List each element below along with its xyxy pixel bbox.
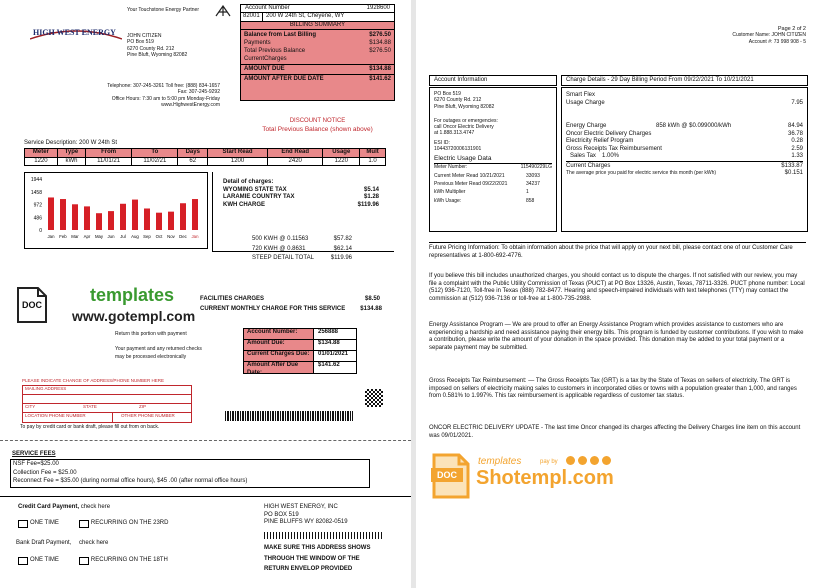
charge-line-label: Electricity Relief Program [566, 138, 634, 144]
stub-note-line: may be processed electronically [115, 354, 187, 361]
stub-label: Amount After Due Date: [244, 362, 314, 373]
partner-tagline: Your Touchstone Energy Partner [127, 7, 199, 13]
service-value: 200 W 24th St [79, 140, 118, 146]
facilities-label: FACILITIES CHARGES [200, 296, 265, 302]
summary-label: AMOUNT DUE [244, 66, 285, 72]
service-label: Service Description: [24, 140, 78, 146]
usage-bar [132, 200, 138, 230]
remit-line: PINE BLUFFS WY 82082-0519 [264, 519, 348, 525]
charge-item [223, 202, 394, 210]
service-description [24, 140, 117, 148]
service-fee-line: Reconnect Fee = $35.00 (during normal office hours), $45 .00 (after normal office hours) [13, 478, 248, 484]
fees-divider [0, 496, 411, 497]
watermark-templates: templates [90, 285, 175, 305]
meter-cell: 1220 [25, 157, 58, 166]
usage-bar [48, 197, 54, 230]
customer-name: Customer Name: JOHN CITIZEN [732, 32, 806, 39]
stub-row [244, 340, 356, 351]
summary-row [241, 64, 394, 74]
meter-cell: 11/02/21 [132, 157, 178, 166]
charge-line-value: 1.33 [791, 153, 803, 159]
charge-value: $5.14 [363, 186, 379, 193]
credit-card-option [18, 504, 110, 512]
kwh-label: 500 KWH @ 0.11563 [252, 236, 309, 242]
charge-line [566, 123, 803, 131]
meter-table [24, 148, 386, 166]
summary-label: CurrentCharges [244, 56, 287, 62]
monthly-label: CURRENT MONTHLY CHARGE FOR THIS SERVICE [200, 305, 346, 312]
cc-one-time-checkbox[interactable] [18, 520, 28, 528]
usage-bar [60, 199, 66, 230]
zip-field[interactable]: ZIP [139, 403, 147, 409]
stub-value: $141.62 [314, 362, 356, 373]
meter-cell: 62 [178, 157, 208, 166]
meter-header: Type [57, 149, 85, 158]
address-change-fields[interactable] [22, 385, 192, 423]
plan-name: Smart Flex [566, 92, 596, 98]
contact-info [10, 83, 220, 108]
meter-cell: 11/01/21 [86, 157, 132, 166]
monthly-value: $134.88 [360, 305, 382, 312]
account-value: 1928600 [366, 5, 390, 11]
facilities-value: $8.50 [364, 296, 380, 302]
charge-item [223, 194, 394, 202]
charge-line-label: Sales Tax [570, 153, 596, 159]
doc-icon-label: DOC [22, 300, 42, 310]
future-pricing-note: Future Pricing Information: To obtain information about the price that will apply on your next bill, please contact one of our Customer Care representatives at 1-800-692-4776. [429, 242, 806, 260]
mailing-address-field[interactable]: MAILING ADDRESS [23, 386, 191, 395]
usage-bar [144, 208, 150, 230]
charge-line-detail [656, 131, 788, 139]
cc-checkboxes [18, 520, 168, 528]
usage-value: 858 [526, 197, 535, 204]
usage-value: 34237 [526, 180, 540, 187]
barcode [225, 411, 353, 421]
summary-label: Payments [244, 40, 271, 46]
x-tick-label: Mar [71, 234, 79, 239]
meter-data-row [25, 157, 386, 166]
esi-value: 10443720006131901 [434, 146, 482, 153]
account-summary-box [240, 4, 395, 101]
usage-bar [120, 204, 126, 230]
usage-bar [168, 212, 174, 230]
usage-bar [180, 203, 186, 230]
charge-details-title: Charge Details - 29 Day Billing Period From 09/22/2021 To 10/21/2021 [561, 75, 808, 86]
x-tick-label: Jul [120, 234, 126, 239]
summary-row [241, 30, 394, 39]
postal-barcode [264, 532, 384, 539]
x-tick-label: Oct [155, 234, 163, 239]
summary-row [241, 74, 394, 84]
energy-assistance-note: Energy Assistance Program — We are proud to offer an Energy Assistance Program which provides assistance to customers who are experiencing a hardship and need assistance paying their energy bills. This program is funded by customer contributions. If you wish to make a contribution, please write the amount of your donation in the space provided. This donation may be added to your total payment or a separate payment may be submitted. [429, 322, 804, 351]
address-change-title: PLEASE INDICATE CHANGE OF ADDRESS/PHONE NUMBER HERE [22, 378, 164, 383]
remit-line: PO BOX 519 [264, 511, 299, 518]
service-address: 200 W 24th St, Cheyene, WY [266, 13, 345, 19]
usage-value: 115490229LG [520, 164, 552, 171]
usage-bar [72, 204, 78, 230]
company-logo-text: HIGH WEST ENERGY [33, 28, 116, 37]
payment-method-icon [590, 456, 599, 465]
payment-method-icon [602, 456, 611, 465]
summary-value: $134.88 [369, 66, 391, 72]
return-text: Return this portion with payment [115, 331, 187, 337]
x-tick-label: Apr [83, 234, 91, 239]
contact-line: www.HighwestEnergy.com [161, 101, 220, 108]
meter-header-row [25, 149, 386, 158]
usage-value: 33093 [526, 172, 540, 179]
meter-header: Mult [360, 149, 386, 158]
kwh-value: $57.82 [333, 236, 352, 242]
address-line: 6270 County Rd. 212 [127, 45, 175, 52]
charges-title: Detail of charges: [223, 179, 274, 185]
envelope-note-line: MAKE SURE THIS ADDRESS SHOWS [264, 545, 371, 551]
y-tick-label: 0 [39, 228, 42, 234]
stub-value: 01/01/2021 [314, 351, 356, 361]
one-time-label: ONE TIME [30, 520, 59, 527]
usage-value: 1 [526, 189, 529, 196]
charge-line [566, 146, 803, 154]
watermark-templates-text: templates [478, 456, 522, 467]
service-fees-title: SERVICE FEES [12, 451, 56, 457]
grt-note: Gross Receipts Tax Reimbursement: — The Gross Receipts Tax (GRT) is a tax by the State of Texas on sellers of electricity. The GRT is imposed on sellers of electricity making sales to customers in incorporated cities or towns with a population greater than 1,000, and ranges from 0.581% to 1.997%. This tax reimbursement is applicable regardless of customer tax status. [429, 378, 797, 399]
watermark-shotempl: Shotempl.com [476, 467, 614, 489]
x-tick-label: Dec [179, 234, 187, 239]
meter-cell: 1200 [208, 157, 268, 166]
meter-header: Start Read [208, 149, 268, 158]
charge-value: $119.96 [357, 201, 379, 208]
account-info-title: Account Information [429, 75, 557, 86]
usage-charge-value: 7.95 [791, 99, 803, 106]
meter-cell: 1.0 [360, 157, 386, 166]
kwh-step [252, 236, 352, 244]
stub-row [244, 329, 356, 340]
usage-row [434, 198, 552, 204]
billing-summary-title: BILLING SUMMARY [241, 22, 394, 30]
usage-charge-row [566, 100, 803, 108]
account-number: Account #: 73 998 908 - 5 [748, 38, 806, 45]
service-fees-box [10, 459, 370, 488]
address-line: Pine Bluft, Wyoming 82082 [127, 51, 188, 58]
charge-line-detail: 858 kWh @ $0.099000/kWh [656, 123, 732, 129]
bank-one-time-checkbox[interactable] [18, 557, 28, 565]
usage-label: Previous Meter Read 09/22/2021 [434, 180, 508, 187]
account-label: Account Number [245, 5, 290, 11]
summary-value: $141.62 [369, 76, 391, 82]
usage-bar [96, 213, 102, 230]
x-tick-label: Feb [59, 234, 67, 239]
meter-cell: 1220 [323, 157, 360, 166]
meter-header: From [86, 149, 132, 158]
doc-orange-icon [431, 452, 471, 505]
y-tick-label: 1458 [30, 189, 42, 196]
customer-address [127, 33, 227, 58]
outage-line: For outages or emergencies: [434, 117, 498, 124]
monthly-charges [200, 296, 382, 313]
charge-details-panel [561, 87, 808, 232]
watermark-site: www.gotempl.com [72, 308, 196, 324]
x-tick-label: May [94, 234, 104, 239]
summary-value: $134.88 [369, 40, 391, 46]
usage-chart [24, 172, 208, 249]
recurring-23-label: RECURRING ON THE 23RD [90, 520, 169, 527]
city-state-zip-row [23, 395, 191, 404]
charge-item [223, 187, 394, 195]
kwh-steps [252, 236, 352, 263]
pay-note: To pay by credit card or bank draft, please fill out from on back. [20, 424, 160, 430]
summary-label: Total Previous Balance [244, 48, 306, 54]
doc-icon [14, 286, 48, 329]
charge-line-value: 84.94 [787, 123, 803, 129]
average-price-value: $0.151 [784, 170, 803, 176]
stub-value: 256888 [314, 329, 356, 339]
kwh-step [252, 255, 352, 263]
summary-value: $276.50 [369, 48, 391, 54]
bank-checkboxes [18, 557, 168, 565]
current-charges-label: Current Charges [566, 162, 611, 169]
bank-draft-option [16, 540, 108, 548]
one-time-label: ONE TIME [30, 557, 59, 564]
check-here-label: check here [79, 540, 109, 546]
charge-line [566, 153, 803, 162]
service-fee-line: NSF Fee=$25.00 [13, 461, 59, 467]
usage-bar [108, 211, 114, 230]
kwh-label: STEEP DETAIL TOTAL [252, 255, 314, 261]
bill-page-2 [416, 0, 816, 588]
charge-line [566, 131, 803, 139]
usage-row [434, 164, 552, 170]
x-tick-label: Aug [131, 234, 139, 239]
bank-draft-label: Bank Draft Payment, [16, 540, 72, 546]
account-number-row [241, 5, 394, 13]
charge-line-value: 0.28 [791, 138, 803, 144]
discount-text: Total Previous Balance (shown above) [262, 125, 373, 133]
kwh-value: $62.14 [333, 245, 352, 252]
charge-line-detail: 1.00% [602, 153, 620, 159]
outage-line: call Oncor Electric Delivery [434, 124, 494, 131]
y-tick-label: 1944 [30, 177, 42, 183]
usage-bar [156, 213, 162, 230]
current-charges-row [566, 163, 803, 171]
phone-fields [23, 413, 191, 422]
outage-line: at 1.888.313.4747 [434, 130, 475, 137]
x-tick-label: Jan [191, 234, 199, 239]
esi-label: ESI ID: [434, 139, 450, 146]
kwh-value: $119.96 [330, 255, 352, 261]
payment-icons [566, 456, 611, 465]
charge-line-value: 2.59 [791, 145, 803, 152]
stub-amounts [243, 328, 357, 374]
usage-bar [192, 199, 198, 230]
credit-card-label: Credit Card Payment, [18, 504, 80, 510]
service-fees [12, 451, 56, 459]
tear-line [0, 440, 411, 441]
usage-label: kWh Multiplier [434, 189, 466, 196]
remit-address [264, 504, 348, 527]
contact-line: Telephone: 307-245-3261 Toll free: (888) 834-1657 [107, 83, 220, 89]
summary-value: $276.50 [369, 32, 391, 38]
usage-label: kWh Usage: [434, 197, 462, 204]
meter-cell: kWh [57, 157, 85, 166]
state-field[interactable]: STATE [83, 403, 97, 409]
city-field[interactable]: CITY [25, 403, 36, 409]
account-info-panel [429, 87, 557, 232]
charge-value: $1.28 [363, 194, 379, 200]
meter-header: End Read [268, 149, 323, 158]
doc-orange-label: DOC [437, 470, 457, 480]
discount-notice [240, 118, 395, 133]
service-address-row [241, 13, 394, 22]
meter-header: Meter [25, 149, 58, 158]
usage-charge-label: Usage Charge [566, 99, 605, 106]
charge-line [566, 138, 803, 146]
billing-summary-rows [241, 30, 394, 100]
remit-line: HIGH WEST ENERGY, INC [264, 504, 338, 510]
address-code: 82001 [241, 13, 263, 21]
facilities-row [200, 296, 382, 304]
kwh-label: 720 KWH @ 0.8631 [252, 245, 306, 252]
meter-header: Usage [323, 149, 360, 158]
check-here-label: check here [80, 504, 111, 510]
service-fee-line: Collection Fee = $25.00 [13, 469, 77, 476]
usage-row [434, 181, 552, 187]
charge-line-label: Energy Charge [566, 123, 607, 129]
stub-row [244, 362, 356, 376]
bank-recurring-checkbox[interactable] [79, 557, 89, 565]
monthly-row [200, 306, 382, 314]
summary-row [241, 39, 394, 47]
usage-bar [84, 206, 90, 230]
envelope-note [264, 545, 370, 574]
charge-line-value: 36.78 [787, 130, 803, 137]
usage-row [434, 189, 552, 195]
x-tick-label: Nov [167, 234, 175, 239]
usage-label: Current Meter Read 10/21/2021 [434, 172, 505, 179]
stub-label: Amount Due: [244, 340, 314, 350]
payment-method-icon [578, 456, 587, 465]
x-tick-label: Jun [107, 234, 115, 239]
summary-row [241, 55, 394, 64]
y-tick-label: 486 [33, 215, 42, 222]
page2-header [666, 26, 806, 45]
charge-label: WYOMING STATE TAX [223, 186, 287, 193]
stub-label: Account Number: [244, 329, 314, 339]
pay-by-text: pay by [540, 459, 558, 465]
discount-title: DISCOUNT NOTICE [289, 118, 346, 124]
account-address-line: 6270 County Rd. 212 [434, 97, 482, 104]
stub-note-line: Your payment and any returned checks [115, 346, 202, 352]
contact-line: Fax: 307-245-9292 [177, 89, 220, 96]
usage-chart-svg [25, 173, 207, 248]
envelope-note-line: RETURN ENVELOP PROVIDED [264, 566, 353, 572]
meter-header: Days [178, 149, 208, 158]
charge-line-detail [656, 138, 791, 146]
x-tick-label: Sep [143, 234, 151, 239]
summary-label: AMOUNT AFTER DUE DATE [244, 76, 324, 82]
charge-label: KWH CHARGE [223, 201, 265, 208]
qr-code [365, 389, 383, 407]
summary-label: Balance from Last Billing [244, 32, 317, 38]
cc-recurring-checkbox[interactable] [79, 520, 89, 528]
payment-method-icon [566, 456, 575, 465]
charge-line-detail [656, 146, 791, 154]
charge-label: LARAMIE COUNTRY TAX [223, 194, 295, 200]
current-charges-value: $133.87 [781, 162, 803, 169]
stub-value: $134.88 [314, 340, 356, 350]
kwh-step [252, 246, 352, 254]
usage-row [434, 173, 552, 179]
recurring-18-label: RECURRING ON THE 18TH [90, 557, 168, 564]
charge-line-label: Oncor Electric Delivery Charges [566, 130, 652, 137]
touchstone-logo [215, 4, 231, 22]
average-price-label: The average price you paid for electric service this month (per kWh) [566, 170, 717, 176]
location-phone-field[interactable]: LOCATION PHONE NUMBER [23, 413, 113, 422]
charge-line-label: Gross Receipts Tax Reimbursement [566, 145, 662, 152]
oncor-update-note: ONCOR ELECTRIC DELIVERY UPDATE - The last time Oncor changed its charges affecting the Delivery Charges line item on this account was 09/01/2021. [429, 425, 801, 439]
other-phone-field[interactable]: OTHER PHONE NUMBER [121, 412, 175, 418]
y-tick-label: 972 [33, 202, 42, 209]
account-address-line: PO Box 519 [434, 91, 461, 97]
account-address-line: Pine Bluft, Wyoming 82082 [434, 103, 495, 110]
usage-label: Meter Number: [434, 164, 468, 171]
company-logo [30, 27, 122, 46]
contact-line: Office Hours: 7:30 am to 5:00 pm Monday-Friday [111, 95, 220, 102]
page-number: Page 2 of 2 [777, 26, 806, 32]
stub-note [115, 346, 202, 361]
envelope-note-line: THROUGH THE WINDOW OF THE [264, 555, 360, 562]
stub-label: Current Charges Due: [244, 351, 314, 361]
usage-data-title: Electric Usage Data [434, 155, 552, 164]
x-tick-label: Jan [47, 234, 55, 239]
dispute-note: If you believe this bill includes unauthorized charges, you should contact us to dispute the charges. If not satisfied with our review, you may file a complaint with the Public Utility Commission of Texas (PUCT) at PO Box 13326, Austin, Texas, 78711-3326. PUCT phone number: Local (512) 936-7120, Toll-free in Texas (888) 782-8477. Hearing and speech-impaired individuals with text telephones (TTY) may contact the commission at (512) 936-7136 or toll-free at 1-800-735-2988. [429, 273, 805, 302]
meter-header: To [132, 149, 178, 158]
average-price-row [566, 170, 803, 178]
meter-cell: 2420 [268, 157, 323, 166]
stub-row [244, 351, 356, 362]
address-change-form [22, 378, 192, 423]
summary-row [241, 47, 394, 55]
address-line: JOHN CITIZEN [127, 33, 162, 39]
address-line: PO Box 519 [127, 39, 154, 46]
city-state-zip-fields[interactable] [23, 404, 191, 413]
